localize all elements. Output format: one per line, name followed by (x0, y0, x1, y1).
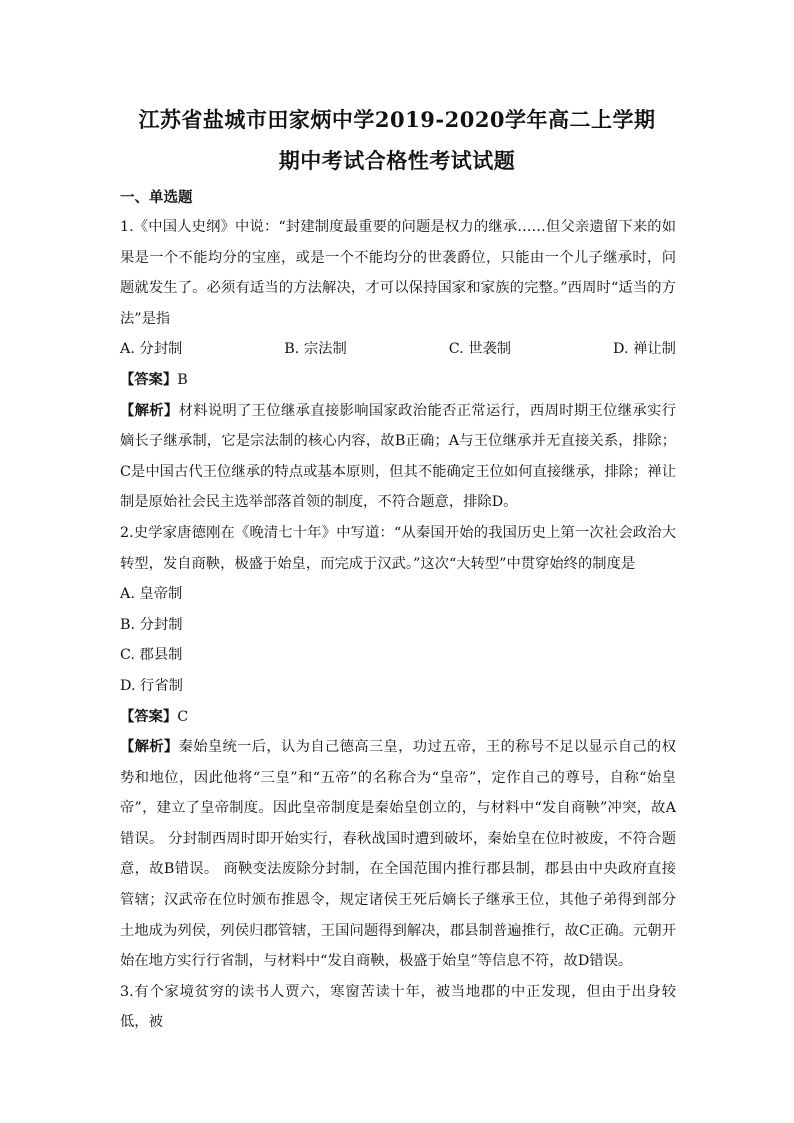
analysis-tag: 【解析】 (120, 402, 179, 419)
question-1-option-b: B. 宗法制 (284, 341, 347, 358)
document-title-line2: 期中考试合格性考试试题 (278, 148, 516, 173)
question-1-option-a: A. 分封制 (120, 341, 183, 358)
question-1-answer (120, 365, 676, 396)
question-2-option-d: D. 行省制 (120, 677, 183, 694)
question-2-option-c: C. 郡县制 (120, 647, 183, 664)
question-1-stem: 1.《中国人史纲》中说：“封建制度最重要的问题是权力的继承……但父亲遗留下来的如果是一个不能均分的宝座，或是一个不能均分的世袭爵位，只能由一个儿子继承时，问题就发生了。必须有适当的方法解决，才可以保持国家和家族的完整。”西周时“适当的方法”是指 (120, 219, 676, 327)
analysis-tag: 【解析】 (120, 739, 179, 756)
analysis-text: 材料说明了王位继承直接影响国家政治能否正常运行，西周时期王位继承实行嫡长子继承制，它是宗法制的核心内容，故B正确；A与王位继承并无直接关系，排除；C是中国古代王位继承的特点或基本原则，但其不能确定王位如何直接继承，排除；禅让制是原始社会民主选举部落首领的制度，不符合题意，排除D。 (120, 402, 676, 511)
question-2-stem: 2.史学家唐德刚在《晚清七十年》中写道：“从秦国开始的我国历史上第一次社会政治大转型，发自商鞅，极盛于始皇，而完成于汉武。”这次“大转型”中贯穿始终的制度是 (120, 524, 676, 572)
answer-tag: 【答案】 (120, 708, 178, 725)
question-1-option-d: D. 禅让制 (613, 341, 676, 358)
section-heading: 一、单选题 (120, 189, 193, 206)
answer-tag: 【答案】 (120, 371, 178, 388)
document-body (120, 212, 676, 1038)
question-2-option-b: B. 分封制 (120, 616, 183, 633)
answer-value: C (177, 708, 189, 725)
question-1-option-c: C. 世袭制 (448, 341, 512, 358)
question-2-option-a: A. 皇帝制 (120, 586, 183, 603)
question-1-options (120, 334, 676, 365)
analysis-text: 秦始皇统一后，认为自己德高三皇，功过五帝，王的称号不足以显示自己的权势和地位，因此他将“三皇”和“五帝”的名称合为“皇帝”，定作自己的尊号，自称“始皇帝”，建立了皇帝制度。因此皇帝制度是秦始皇创立的，与材料中“发自商鞅”冲突，故A错误。 分封制西周时即开始实行，春秋战国时遭到破坏，秦始皇在位时被废，不符合题意，故B错误。 商鞅变法废除分封制，在全国范围内推行郡县制，郡县由中央政府直接管辖；汉武帝在位时颁布推恩令，规定诸侯王死后嫡长子继承王位，其他子弟得到部分土地成为列侯，列侯归郡管辖，王国问题得到解决，郡县制普遍推行，故C正确。元朝开始在地方实行行省制，与材料中“发自商鞅，极盛于始皇”等信息不符，故D错误。 (120, 739, 676, 970)
document-title-line1: 江苏省盐城市田家炳中学2019-2020学年高二上学期 (138, 107, 656, 132)
question-3-stem: 3.有个家境贫穷的读书人贾六，寒窗苦读十年，被当地郡的中正发现，但由于出身较低，被 (120, 983, 676, 1031)
answer-value: B (177, 371, 188, 388)
question-2-analysis (120, 732, 676, 977)
question-2-answer (120, 702, 676, 733)
question-1-analysis (120, 396, 676, 518)
